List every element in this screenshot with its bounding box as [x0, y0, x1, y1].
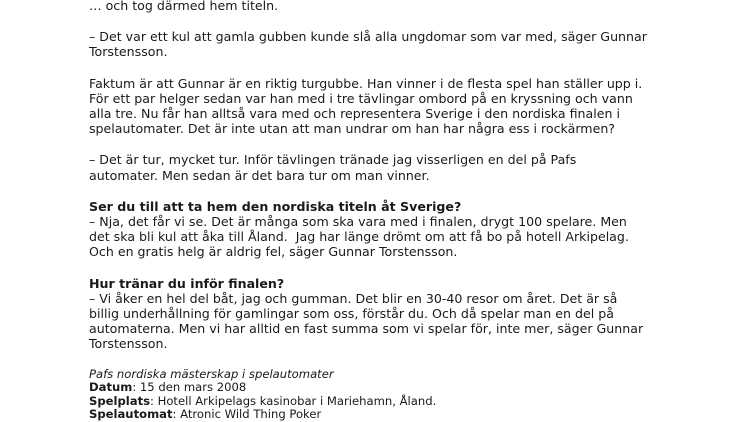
factbox-label: Spelautomat — [89, 407, 173, 422]
factbox-row-machine — [89, 408, 729, 422]
text-line: det ska bli kul att åka till Åland. Jag har länge drömt om att få bo på hotell Arkipelag. — [89, 229, 629, 245]
interview-block-1 — [89, 199, 729, 260]
article-page — [89, 0, 729, 422]
factbox-value: : Atronic Wild Thing Poker — [172, 407, 322, 422]
text-line: … och tog därmed hem titeln. — [89, 0, 279, 13]
factbox-label: Datum — [89, 380, 133, 395]
text-line: För ett par helger sedan var han med i tre tävlingar ombord på en kryssning och vann — [89, 90, 633, 106]
factbox-value: : 15 den mars 2008 — [132, 380, 247, 395]
factbox — [89, 368, 729, 422]
text-line: automaterna. Men vi har alltid en fast summa som vi spelar för, inte mer, säger Gunnar — [89, 321, 644, 337]
text-line: – Det är tur, mycket tur. Inför tävlingen tränade jag visserligen en del på Pafs — [89, 152, 577, 168]
interview-question: Ser du till att ta hem den nordiska titeln åt Sverige? — [89, 198, 462, 214]
text-line: – Det var ett kul att gamla gubben kunde slå alla ungdomar som var med, säger Gunnar — [89, 29, 647, 45]
text-line: – Nja, det får vi se. Det är många som ska vara med i finalen, drygt 100 spelare. Men — [89, 214, 627, 230]
paragraph-quote-1 — [89, 29, 729, 59]
text-line: automater. Men sedan är det bara tur om man vinner. — [89, 167, 430, 183]
text-line: billig underhållning för gamlingar som oss, förstår du. Och då spelar man en del på — [89, 306, 614, 322]
interview-block-2 — [89, 276, 729, 352]
factbox-row-date — [89, 381, 729, 395]
factbox-row-venue — [89, 395, 729, 409]
text-line: alla tre. Nu får han alltså vara med och representera Sverige i den nordiska finalen i — [89, 106, 620, 122]
text-line: Och en gratis helg är aldrig fel, säger Gunnar Torstensson. — [89, 244, 458, 260]
text-line: spelautomater. Det är inte utan att man undrar om han har några ess i rockärmen? — [89, 121, 615, 137]
interview-question: Hur tränar du inför finalen? — [89, 275, 285, 291]
text-line: Torstensson. — [89, 44, 168, 60]
paragraph-fact — [89, 76, 729, 137]
text-line: Faktum är att Gunnar är en riktig turgubbe. Han vinner i de flesta spel han ställer upp i. — [89, 75, 643, 91]
text-line: Torstensson. — [89, 336, 168, 352]
paragraph-intro-end — [89, 0, 729, 13]
factbox-label: Spelplats — [89, 393, 151, 408]
factbox-title: Pafs nordiska mästerskap i spelautomater — [89, 366, 334, 381]
factbox-value: : Hotell Arkipelags kasinobar i Mariehamn, Åland. — [150, 393, 437, 408]
text-line: – Vi åker en hel del båt, jag och gumman. Det blir en 30-40 resor om året. Det är så — [89, 290, 618, 306]
paragraph-quote-2 — [89, 152, 729, 182]
